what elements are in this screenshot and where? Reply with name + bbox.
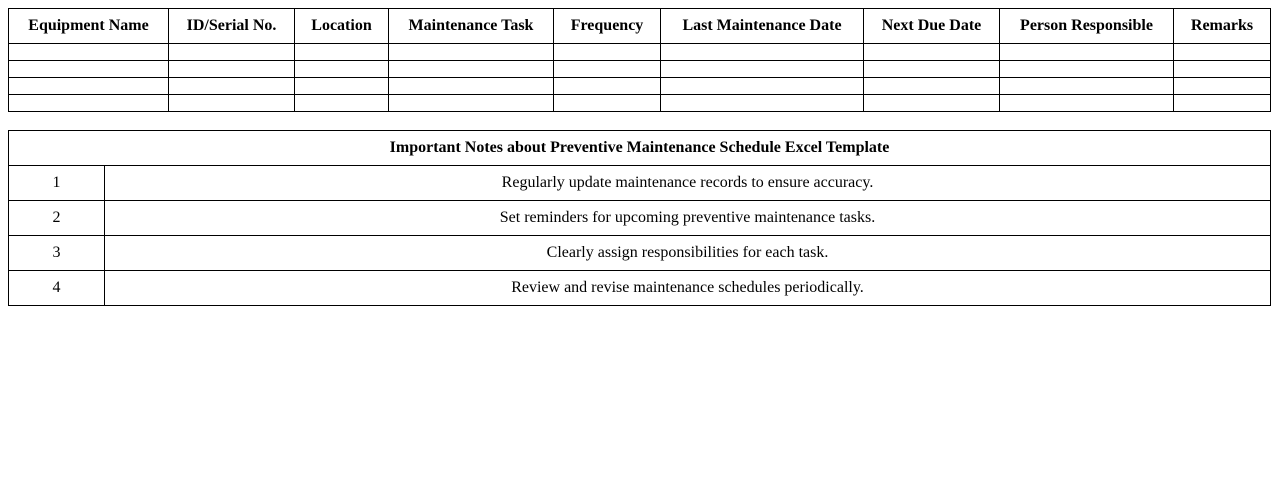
table-cell[interactable] [661,44,864,61]
note-number: 4 [9,271,105,306]
header-equipment-name: Equipment Name [9,9,169,44]
table-cell[interactable] [9,44,169,61]
table-cell[interactable] [1174,78,1271,95]
table-cell[interactable] [389,44,554,61]
header-person-responsible: Person Responsible [1000,9,1174,44]
note-row [9,166,1271,201]
table-cell[interactable] [9,78,169,95]
table-cell[interactable] [1174,95,1271,112]
table-cell[interactable] [864,95,1000,112]
table-cell[interactable] [661,61,864,78]
note-row [9,271,1271,306]
header-location: Location [295,9,389,44]
table-cell[interactable] [9,61,169,78]
header-last-maintenance-date: Last Maintenance Date [661,9,864,44]
table-row [9,95,1271,112]
table-cell[interactable] [169,44,295,61]
header-next-due-date: Next Due Date [864,9,1000,44]
table-cell[interactable] [1000,61,1174,78]
table-cell[interactable] [169,61,295,78]
note-text: Review and revise maintenance schedules periodically. [105,271,1271,306]
important-notes-table [8,130,1271,306]
note-text: Set reminders for upcoming preventive maintenance tasks. [105,201,1271,236]
table-cell[interactable] [554,95,661,112]
table-cell[interactable] [389,78,554,95]
table-cell[interactable] [389,95,554,112]
table-cell[interactable] [864,44,1000,61]
table-cell[interactable] [661,78,864,95]
notes-title-row [9,131,1271,166]
table-cell[interactable] [9,95,169,112]
header-frequency: Frequency [554,9,661,44]
header-maintenance-task: Maintenance Task [389,9,554,44]
notes-title: Important Notes about Preventive Maintenance Schedule Excel Template [9,131,1271,166]
table-row [9,78,1271,95]
maintenance-schedule-table [8,8,1271,112]
table-cell[interactable] [864,61,1000,78]
note-row [9,236,1271,271]
table-cell[interactable] [295,95,389,112]
table-row [9,61,1271,78]
note-row [9,201,1271,236]
table-cell[interactable] [169,78,295,95]
note-number: 1 [9,166,105,201]
table-cell[interactable] [1000,78,1174,95]
table-cell[interactable] [1000,95,1174,112]
table-cell[interactable] [1000,44,1174,61]
table-cell[interactable] [554,78,661,95]
note-number: 3 [9,236,105,271]
header-remarks: Remarks [1174,9,1271,44]
table-header-row [9,9,1271,44]
table-cell[interactable] [661,95,864,112]
table-cell[interactable] [389,61,554,78]
table-cell[interactable] [295,44,389,61]
table-cell[interactable] [169,95,295,112]
note-number: 2 [9,201,105,236]
table-cell[interactable] [1174,44,1271,61]
table-cell[interactable] [864,78,1000,95]
table-cell[interactable] [295,61,389,78]
table-cell[interactable] [295,78,389,95]
table-cell[interactable] [554,44,661,61]
table-row [9,44,1271,61]
note-text: Clearly assign responsibilities for each task. [105,236,1271,271]
table-cell[interactable] [554,61,661,78]
note-text: Regularly update maintenance records to ensure accuracy. [105,166,1271,201]
table-cell[interactable] [1174,61,1271,78]
header-id-serial-no: ID/Serial No. [169,9,295,44]
